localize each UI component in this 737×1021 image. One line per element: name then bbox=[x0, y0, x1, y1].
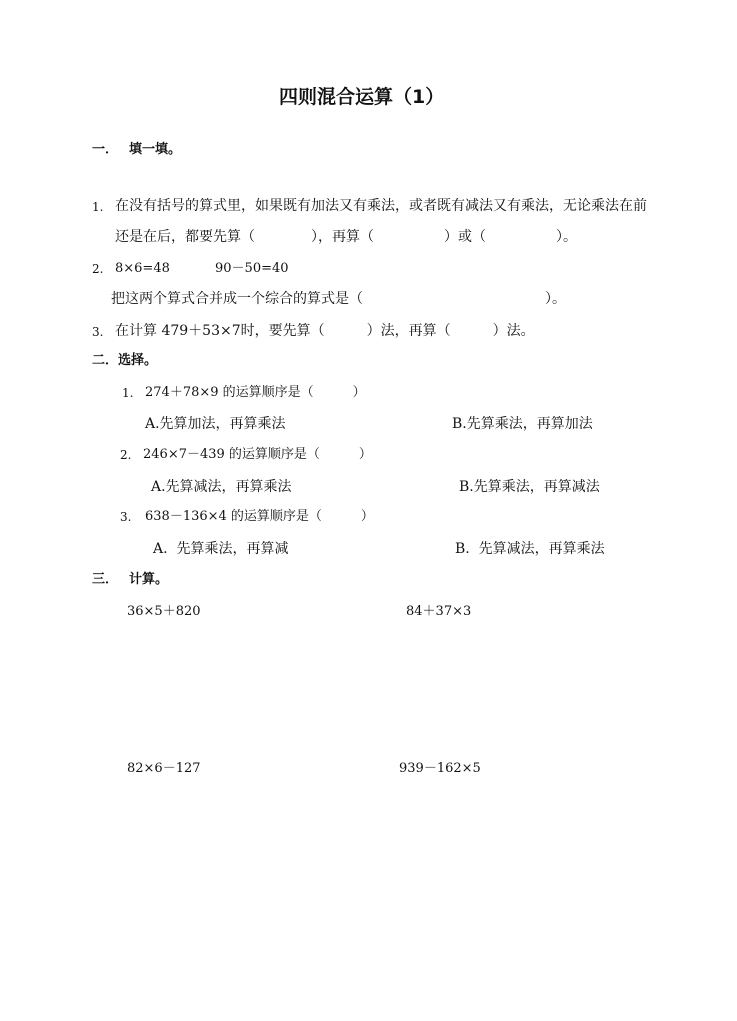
section3-number: 三． bbox=[92, 572, 119, 587]
s1-q1-line1: 在没有括号的算式里，如果既有加法又有乘法，或者既有减法又有乘法，无论乘法在前 bbox=[115, 198, 647, 214]
s2-q2-option-b: B.先算乘法，再算减法 bbox=[459, 479, 600, 495]
s2-q2-text: 246×7－439 的运算顺序是（ ） bbox=[143, 447, 372, 462]
s2-q3-number: 3. bbox=[120, 510, 132, 524]
s2-q3-text: 638－136×4 的运算顺序是（ ） bbox=[145, 509, 374, 524]
section1-heading: 填一填。 bbox=[129, 142, 182, 157]
s2-q2-option-a: A.先算减法，再算乘法 bbox=[151, 479, 292, 495]
s3-problem-1: 36×5＋820 bbox=[127, 604, 201, 619]
s2-q3-option-a: A. 先算乘法，再算减 bbox=[153, 541, 289, 557]
s2-q2-number: 2. bbox=[120, 448, 132, 462]
s1-q3-number: 3. bbox=[92, 325, 104, 339]
s2-q3-option-b: B. 先算减法，再算乘法 bbox=[455, 541, 605, 557]
s3-problem-2: 84＋37×3 bbox=[406, 604, 472, 619]
s1-q1-number: 1. bbox=[92, 200, 104, 214]
section1-number: 一． bbox=[92, 142, 119, 157]
s3-problem-4: 939－162×5 bbox=[399, 761, 481, 776]
s2-q1-number: 1. bbox=[122, 386, 134, 400]
page-title: 四则混合运算（1） bbox=[279, 86, 445, 108]
s1-q3-text: 在计算 479＋53×7时，要先算（ ）法，再算（ ）法。 bbox=[115, 323, 535, 339]
s2-q1-option-a: A.先算加法，再算乘法 bbox=[145, 416, 286, 432]
s1-q2-equation1: 8×6=48 bbox=[115, 261, 170, 276]
s3-problem-3: 82×6－127 bbox=[127, 761, 201, 776]
section2-heading: 二．选择。 bbox=[92, 353, 158, 368]
s1-q2-equation2: 90－50=40 bbox=[215, 261, 289, 276]
s2-q1-option-b: B.先算乘法，再算加法 bbox=[452, 416, 593, 432]
s1-q2-number: 2. bbox=[92, 262, 104, 276]
s1-q1-line2: 还是在后，都要先算（ ），再算（ ）或（ ）。 bbox=[115, 229, 577, 245]
s2-q1-text: 274＋78×9 的运算顺序是（ ） bbox=[145, 385, 366, 400]
s1-q2-line2: 把这两个算式合并成一个综合的算式是（ ）。 bbox=[111, 291, 566, 307]
section3-heading: 计算。 bbox=[129, 572, 169, 587]
